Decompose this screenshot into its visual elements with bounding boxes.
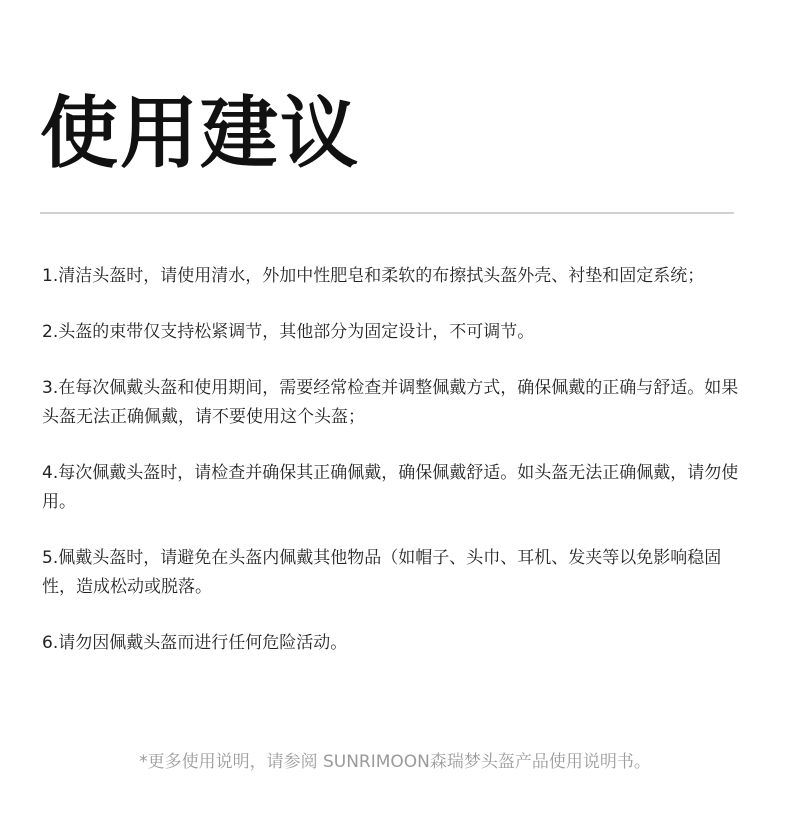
footnote: *更多使用说明，请参阅 SUNRIMOON森瑞梦头盔产品使用说明书。 <box>139 752 651 772</box>
tip-item-5: 5.佩戴头盔时，请避免在头盔内佩戴其他物品（如帽子、头巾、耳机、发夹等以免影响稳固性，造成松动或脱落。 <box>42 548 722 597</box>
tip-item-6: 6.请勿因佩戴头盔而进行任何危险活动。 <box>42 633 348 653</box>
tip-item-2: 2.头盔的束带仅支持松紧调节，其他部分为固定设计，不可调节。 <box>42 322 535 342</box>
tip-item-1: 1.清洁头盔时，请使用清水，外加中性肥皂和柔软的布擦拭头盔外壳、衬垫和固定系统； <box>42 266 705 286</box>
page-title: 使用建议 <box>40 89 361 179</box>
tip-item-3: 3.在每次佩戴头盔和使用期间，需要经常检查并调整佩戴方式，确保佩戴的正确与舒适。如果头盔无法正确佩戴，请不要使用这个头盔； <box>42 378 739 427</box>
tip-item-4: 4.每次佩戴头盔时，请检查并确保其正确佩戴，确保佩戴舒适。如头盔无法正确佩戴，请勿使用。 <box>42 463 739 512</box>
title-divider <box>40 212 734 214</box>
usage-tips-list <box>42 262 742 658</box>
